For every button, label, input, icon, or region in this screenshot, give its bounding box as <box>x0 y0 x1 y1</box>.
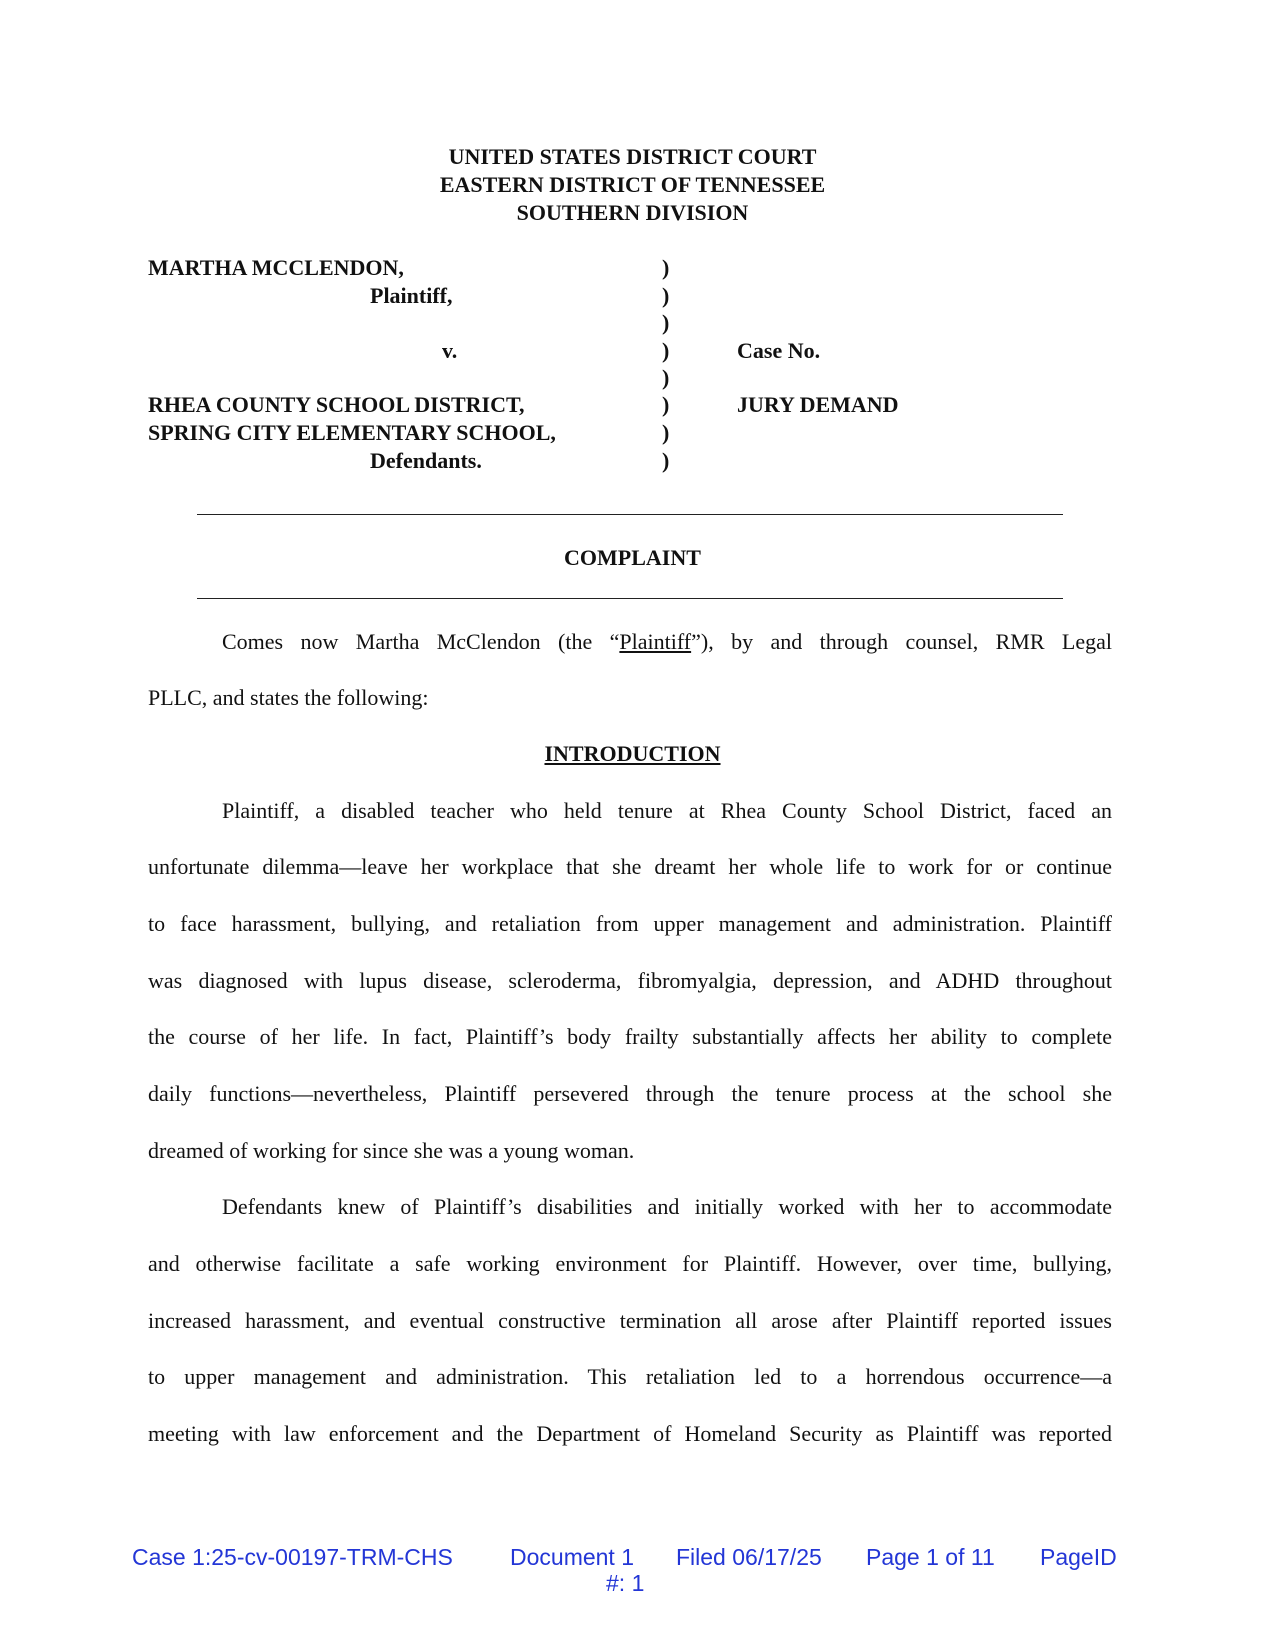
footer-pageid: PageID <box>1040 1544 1117 1570</box>
paragraph-line: was diagnosed with lupus disease, scleroderma, fibromyalgia, depression, and ADHD throughout <box>148 968 1112 993</box>
caption-paren: ) <box>662 365 670 390</box>
footer-page: Page 1 of 11 <box>866 1544 995 1570</box>
plaintiff-role: Plaintiff, <box>370 283 453 308</box>
section-heading-introduction: INTRODUCTION <box>544 741 721 766</box>
paragraph-line: daily functions—nevertheless, Plaintiff persevered through the tenure process at the school she <box>148 1081 1112 1106</box>
caption-paren: ) <box>662 255 670 280</box>
defendant-district: RHEA COUNTY SCHOOL DISTRICT, <box>148 392 525 417</box>
paragraph-line: increased harassment, and eventual constructive termination all arose after Plaintiff reported issues <box>148 1308 1112 1333</box>
defendant-role: Defendants. <box>370 448 482 473</box>
opening-text-after: ”), by and through counsel, RMR Legal <box>691 629 1112 654</box>
footer-case-number: Case 1:25-cv-00197-TRM-CHS <box>132 1544 453 1570</box>
paragraph-line: Plaintiff, a disabled teacher who held tenure at Rhea County School District, faced an <box>222 798 1112 823</box>
case-number-label: Case No. <box>737 338 821 363</box>
opening-line <box>222 628 1112 656</box>
versus: v. <box>442 338 458 363</box>
opening-text-before: Comes now Martha McClendon (the “ <box>222 629 620 654</box>
defendant-school: SPRING CITY ELEMENTARY SCHOOL, <box>148 420 556 445</box>
caption-paren: ) <box>662 338 670 363</box>
divider-top <box>197 514 1063 515</box>
paragraph-line: to face harassment, bullying, and retaliation from upper management and administration. Plaintiff <box>148 911 1112 936</box>
caption-paren: ) <box>662 283 670 308</box>
caption-paren: ) <box>662 448 670 473</box>
paragraph-line: Defendants knew of Plaintiff’s disabilities and initially worked with her to accommodate <box>222 1194 1112 1219</box>
plaintiff-name: MARTHA MCCLENDON, <box>148 255 404 280</box>
footer-document: Document 1 <box>510 1544 635 1570</box>
opening-line: PLLC, and states the following: <box>148 685 429 710</box>
footer-pageid-number: #: 1 <box>606 1570 645 1596</box>
caption-paren: ) <box>662 392 670 417</box>
paragraph-line: to upper management and administration. This retaliation led to a horrendous occurrence—a <box>148 1364 1112 1389</box>
paragraph-line: dreamed of working for since she was a young woman. <box>148 1138 635 1163</box>
paragraph-line: unfortunate dilemma—leave her workplace that she dreamt her whole life to work for or continue <box>148 854 1112 879</box>
footer-filed-date: Filed 06/17/25 <box>676 1544 822 1570</box>
caption-paren: ) <box>662 420 670 445</box>
document-title: COMPLAINT <box>564 545 701 570</box>
paragraph-line: and otherwise facilitate a safe working environment for Plaintiff. However, over time, bullying, <box>148 1251 1112 1276</box>
paragraph-line: the course of her life. In fact, Plaintiff’s body frailty substantially affects her ability to complete <box>148 1024 1112 1049</box>
court-name: UNITED STATES DISTRICT COURT <box>448 144 817 169</box>
caption-paren: ) <box>662 310 670 335</box>
jury-demand: JURY DEMAND <box>737 392 899 417</box>
paragraph-line: meeting with law enforcement and the Department of Homeland Security as Plaintiff was reported <box>148 1421 1112 1446</box>
court-district: EASTERN DISTRICT OF TENNESSEE <box>439 172 826 197</box>
divider-bottom <box>197 598 1063 599</box>
defined-term-plaintiff: Plaintiff <box>619 629 692 654</box>
court-division: SOUTHERN DIVISION <box>516 200 749 225</box>
